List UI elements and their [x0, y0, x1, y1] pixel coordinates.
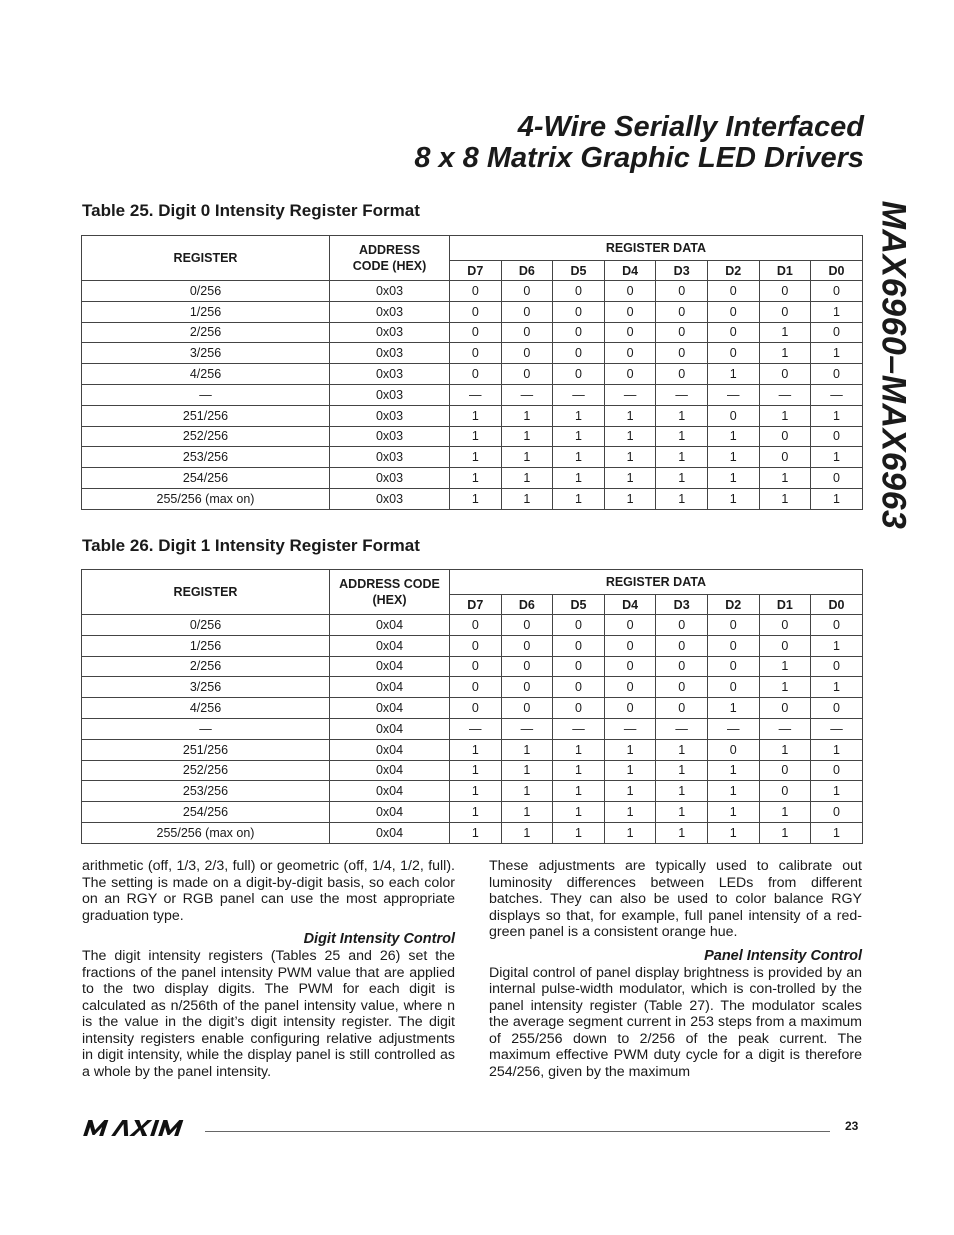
bit-cell: 1: [604, 405, 656, 426]
table-row: [82, 635, 863, 656]
bit-cell: 0: [450, 301, 502, 322]
table-row: [82, 718, 863, 739]
bit-cell: —: [501, 718, 553, 739]
bit-cell: 1: [811, 343, 863, 364]
bit-cell: 0: [759, 281, 811, 302]
bit-cell: 0: [604, 698, 656, 719]
table26-bit-header: D5: [553, 595, 605, 615]
table-row: [82, 322, 863, 343]
bit-cell: 1: [553, 488, 605, 509]
bit-cell: 0: [759, 426, 811, 447]
bit-cell: 0: [450, 343, 502, 364]
register-cell: 3/256: [82, 677, 330, 698]
bit-cell: 0: [811, 364, 863, 385]
bit-cell: —: [759, 384, 811, 405]
table26-header-address: ADDRESS CODE (HEX): [330, 570, 450, 615]
bit-cell: —: [811, 718, 863, 739]
bit-cell: —: [553, 718, 605, 739]
table25-header-address: ADDRESS CODE (HEX): [330, 236, 450, 281]
bit-cell: 0: [656, 364, 708, 385]
register-cell: 2/256: [82, 656, 330, 677]
bit-cell: 0: [604, 281, 656, 302]
bit-cell: 0: [553, 281, 605, 302]
bit-cell: 1: [450, 447, 502, 468]
bit-cell: 1: [604, 781, 656, 802]
address-cell: 0x03: [330, 426, 450, 447]
bit-cell: 1: [450, 468, 502, 489]
table-row: [82, 781, 863, 802]
register-cell: 1/256: [82, 301, 330, 322]
register-cell: 253/256: [82, 781, 330, 802]
bit-cell: 1: [553, 405, 605, 426]
table-row: [82, 301, 863, 322]
bit-cell: 0: [707, 615, 759, 636]
table25-bit-header: D5: [553, 261, 605, 281]
table26-header-register: REGISTER: [82, 570, 330, 615]
bit-cell: 0: [501, 635, 553, 656]
table25-header-register: REGISTER: [82, 236, 330, 281]
bit-cell: 0: [501, 364, 553, 385]
bit-cell: 0: [656, 322, 708, 343]
bit-cell: 0: [450, 615, 502, 636]
bit-cell: 1: [553, 822, 605, 843]
bit-cell: 1: [707, 802, 759, 823]
bit-cell: 1: [604, 739, 656, 760]
bit-cell: 1: [450, 802, 502, 823]
register-cell: 1/256: [82, 635, 330, 656]
table25-header-register-data: REGISTER DATA: [450, 236, 863, 261]
bit-cell: 0: [811, 802, 863, 823]
bit-cell: 1: [656, 488, 708, 509]
register-cell: 254/256: [82, 468, 330, 489]
register-cell: 2/256: [82, 322, 330, 343]
address-cell: 0x04: [330, 822, 450, 843]
address-cell: 0x04: [330, 802, 450, 823]
page-title-line2: 8 x 8 Matrix Graphic LED Drivers: [414, 142, 864, 174]
table-row: [82, 384, 863, 405]
register-cell: 252/256: [82, 426, 330, 447]
side-part-number: MAX6960–MAX6963: [874, 200, 913, 530]
bit-cell: 1: [707, 822, 759, 843]
bit-cell: 1: [553, 781, 605, 802]
table26-bit-header: D2: [707, 595, 759, 615]
bit-cell: 1: [759, 405, 811, 426]
bit-cell: 0: [811, 656, 863, 677]
bit-cell: 0: [450, 677, 502, 698]
address-cell: 0x04: [330, 760, 450, 781]
bit-cell: 1: [553, 760, 605, 781]
bit-cell: 0: [501, 301, 553, 322]
address-cell: 0x03: [330, 343, 450, 364]
bit-cell: 0: [553, 656, 605, 677]
bit-cell: 1: [656, 405, 708, 426]
bit-cell: 1: [501, 447, 553, 468]
bit-cell: 0: [707, 656, 759, 677]
register-cell: 0/256: [82, 615, 330, 636]
table-row: [82, 343, 863, 364]
bit-cell: 1: [759, 822, 811, 843]
bit-cell: 0: [501, 656, 553, 677]
address-cell: 0x03: [330, 364, 450, 385]
bit-cell: 1: [450, 822, 502, 843]
bit-cell: 1: [707, 468, 759, 489]
bit-cell: 0: [656, 343, 708, 364]
bit-cell: 0: [450, 656, 502, 677]
bit-cell: 0: [656, 301, 708, 322]
bit-cell: —: [656, 718, 708, 739]
bit-cell: 0: [604, 615, 656, 636]
table-row: [82, 426, 863, 447]
bit-cell: 1: [553, 802, 605, 823]
bit-cell: 0: [811, 698, 863, 719]
bit-cell: 0: [656, 635, 708, 656]
address-cell: 0x04: [330, 635, 450, 656]
bit-cell: 0: [553, 301, 605, 322]
bit-cell: 1: [450, 760, 502, 781]
bit-cell: 1: [553, 447, 605, 468]
table-row: [82, 802, 863, 823]
bit-cell: 0: [604, 635, 656, 656]
bit-cell: 1: [450, 781, 502, 802]
bit-cell: 1: [811, 822, 863, 843]
table25-bit-header: D7: [450, 261, 502, 281]
bit-cell: —: [707, 384, 759, 405]
table-row: [82, 364, 863, 385]
bit-cell: 0: [553, 677, 605, 698]
table26-bit-header: D3: [656, 595, 708, 615]
table-row: [82, 488, 863, 509]
table26-caption: Table 26. Digit 1 Intensity Register Format: [82, 536, 420, 555]
left-column: [82, 858, 455, 1080]
bit-cell: 1: [501, 822, 553, 843]
bit-cell: 0: [450, 322, 502, 343]
bit-cell: 0: [707, 405, 759, 426]
bit-cell: 1: [759, 677, 811, 698]
table-row: [82, 677, 863, 698]
bit-cell: 1: [450, 488, 502, 509]
table25-body: [82, 281, 863, 510]
table-row: [82, 615, 863, 636]
bit-cell: 1: [604, 426, 656, 447]
register-cell: —: [82, 384, 330, 405]
bit-cell: 0: [759, 364, 811, 385]
bit-cell: 1: [553, 739, 605, 760]
bit-cell: 0: [707, 281, 759, 302]
bit-cell: —: [450, 384, 502, 405]
bit-cell: 1: [811, 739, 863, 760]
bit-cell: 1: [707, 364, 759, 385]
table26-bit-header: D4: [604, 595, 656, 615]
bit-cell: 1: [759, 656, 811, 677]
bit-cell: 0: [707, 635, 759, 656]
bit-cell: 1: [501, 739, 553, 760]
bit-cell: 1: [501, 405, 553, 426]
table26-bit-header: D0: [811, 595, 863, 615]
bit-cell: 1: [811, 677, 863, 698]
bit-cell: 0: [553, 364, 605, 385]
table25-bit-header: D0: [811, 261, 863, 281]
bit-cell: 1: [604, 488, 656, 509]
bit-cell: 1: [656, 426, 708, 447]
bit-cell: 1: [604, 822, 656, 843]
table26-body: [82, 615, 863, 844]
bit-cell: 0: [811, 426, 863, 447]
bit-cell: 0: [450, 281, 502, 302]
page-number: 23: [845, 1119, 859, 1133]
bit-cell: 1: [759, 802, 811, 823]
left-paragraph-1: arithmetic (off, 1/3, 2/3, full) or geometric (off, 1/4, 1/2, full). The setting is made on a digit-by-digit basis, so each color on an RGY or RGB panel can use the most appropriate graduation type.: [82, 858, 455, 924]
bit-cell: 1: [656, 781, 708, 802]
bit-cell: 1: [604, 468, 656, 489]
table25-caption: Table 25. Digit 0 Intensity Register Format: [82, 201, 420, 220]
register-cell: 255/256 (max on): [82, 488, 330, 509]
bit-cell: 0: [604, 656, 656, 677]
register-cell: 251/256: [82, 405, 330, 426]
bit-cell: 1: [450, 739, 502, 760]
table-row: [82, 281, 863, 302]
bit-cell: 1: [759, 322, 811, 343]
bit-cell: 1: [811, 488, 863, 509]
bit-cell: 0: [656, 656, 708, 677]
bit-cell: 1: [501, 760, 553, 781]
address-cell: 0x03: [330, 488, 450, 509]
register-cell: 255/256 (max on): [82, 822, 330, 843]
bit-cell: 0: [604, 677, 656, 698]
register-cell: 254/256: [82, 802, 330, 823]
bit-cell: 0: [707, 301, 759, 322]
bit-cell: 0: [656, 677, 708, 698]
bit-cell: 0: [811, 322, 863, 343]
register-cell: 3/256: [82, 343, 330, 364]
address-cell: 0x04: [330, 677, 450, 698]
maxim-logo-graphic: [83, 1118, 191, 1140]
bit-cell: 0: [707, 677, 759, 698]
address-cell: 0x03: [330, 281, 450, 302]
footer-rule: [205, 1131, 830, 1132]
bit-cell: 0: [501, 322, 553, 343]
bit-cell: 1: [604, 447, 656, 468]
table26-header-register-data: REGISTER DATA: [450, 570, 863, 595]
table-row: [82, 447, 863, 468]
left-paragraph-2: The digit intensity registers (Tables 25 and 26) set the fractions of the panel intensity PWM value that are applied to the two display digits. The PWM for each digit is calculated as n/256th of the panel intensity value, where n is the value in the digit’s digit intensity register. The digit intensity registers enable configuring relative adjustments in digit intensity, while the display panel is still controlled as a whole by the panel intensity.: [82, 948, 455, 1080]
bit-cell: 0: [707, 739, 759, 760]
table25-bit-header: D1: [759, 261, 811, 281]
address-cell: 0x03: [330, 322, 450, 343]
table-row: [82, 822, 863, 843]
bit-cell: 1: [501, 802, 553, 823]
bit-cell: 0: [707, 322, 759, 343]
table-row: [82, 405, 863, 426]
bit-cell: 1: [604, 802, 656, 823]
bit-cell: —: [553, 384, 605, 405]
register-cell: 251/256: [82, 739, 330, 760]
bit-cell: 1: [811, 635, 863, 656]
bit-cell: 1: [656, 739, 708, 760]
address-cell: 0x03: [330, 384, 450, 405]
bit-cell: 0: [553, 615, 605, 636]
table-row: [82, 468, 863, 489]
table-row: [82, 760, 863, 781]
bit-cell: 0: [759, 447, 811, 468]
bit-cell: 1: [501, 426, 553, 447]
address-cell: 0x04: [330, 739, 450, 760]
bit-cell: 1: [759, 488, 811, 509]
bit-cell: 1: [604, 760, 656, 781]
bit-cell: 0: [759, 615, 811, 636]
bit-cell: 1: [707, 447, 759, 468]
bit-cell: 1: [811, 781, 863, 802]
register-cell: 0/256: [82, 281, 330, 302]
bit-cell: —: [450, 718, 502, 739]
bit-cell: 0: [553, 322, 605, 343]
table25: [81, 235, 863, 510]
bit-cell: 1: [501, 488, 553, 509]
bit-cell: 0: [759, 760, 811, 781]
bit-cell: 0: [811, 468, 863, 489]
bit-cell: 0: [501, 677, 553, 698]
table26: [81, 569, 863, 844]
bit-cell: 1: [656, 760, 708, 781]
bit-cell: 0: [707, 343, 759, 364]
bit-cell: 0: [604, 301, 656, 322]
address-cell: 0x03: [330, 468, 450, 489]
bit-cell: —: [656, 384, 708, 405]
bit-cell: 0: [656, 698, 708, 719]
address-cell: 0x04: [330, 718, 450, 739]
bit-cell: 0: [811, 615, 863, 636]
table26-bit-header: D6: [501, 595, 553, 615]
bit-cell: 1: [656, 468, 708, 489]
digit-intensity-heading: Digit Intensity Control: [303, 931, 455, 947]
register-cell: 4/256: [82, 698, 330, 719]
address-cell: 0x03: [330, 301, 450, 322]
bit-cell: 1: [811, 405, 863, 426]
bit-cell: 0: [450, 698, 502, 719]
bit-cell: 1: [656, 447, 708, 468]
bit-cell: 1: [553, 426, 605, 447]
register-cell: 252/256: [82, 760, 330, 781]
table-row: [82, 739, 863, 760]
address-cell: 0x04: [330, 615, 450, 636]
bit-cell: —: [501, 384, 553, 405]
bit-cell: 0: [656, 281, 708, 302]
bit-cell: 1: [501, 781, 553, 802]
bit-cell: 1: [811, 447, 863, 468]
bit-cell: —: [811, 384, 863, 405]
bit-cell: 0: [759, 301, 811, 322]
bit-cell: 1: [707, 488, 759, 509]
register-cell: 4/256: [82, 364, 330, 385]
page-title: [414, 112, 864, 174]
bit-cell: 0: [811, 760, 863, 781]
table25-bit-header: D6: [501, 261, 553, 281]
bit-cell: 1: [656, 802, 708, 823]
address-cell: 0x03: [330, 405, 450, 426]
page-title-line1: 4-Wire Serially Interfaced: [517, 111, 864, 143]
bit-cell: 1: [450, 426, 502, 447]
maxim-logo: [83, 1118, 191, 1145]
bit-cell: 0: [759, 635, 811, 656]
bit-cell: 1: [656, 822, 708, 843]
table26-bit-header: D1: [759, 595, 811, 615]
bit-cell: 0: [604, 322, 656, 343]
bit-cell: 1: [759, 468, 811, 489]
bit-cell: 0: [811, 281, 863, 302]
bit-cell: 0: [501, 615, 553, 636]
bit-cell: —: [759, 718, 811, 739]
bit-cell: 1: [553, 468, 605, 489]
table26-bit-header: D7: [450, 595, 502, 615]
register-cell: —: [82, 718, 330, 739]
table25-bit-header: D4: [604, 261, 656, 281]
bit-cell: 0: [553, 635, 605, 656]
bit-cell: 0: [759, 781, 811, 802]
bit-cell: 0: [450, 635, 502, 656]
bit-cell: 1: [759, 739, 811, 760]
bit-cell: —: [604, 384, 656, 405]
bit-cell: 1: [450, 405, 502, 426]
bit-cell: 1: [707, 426, 759, 447]
bit-cell: 1: [707, 760, 759, 781]
bit-cell: 0: [501, 281, 553, 302]
bit-cell: 0: [501, 343, 553, 364]
panel-intensity-heading: Panel Intensity Control: [704, 947, 862, 964]
bit-cell: 1: [707, 781, 759, 802]
bit-cell: 0: [450, 364, 502, 385]
table25-bit-header: D3: [656, 261, 708, 281]
address-cell: 0x04: [330, 698, 450, 719]
bit-cell: 1: [707, 698, 759, 719]
right-paragraph-1: These adjustments are typically used to calibrate out luminosity differences between LEDs from different batches. They can also be used to color balance RGY displays so that, for example, full panel intensity of a red-green panel is a consistent orange hue.: [489, 858, 862, 940]
table-row: [82, 656, 863, 677]
address-cell: 0x03: [330, 447, 450, 468]
bit-cell: 1: [811, 301, 863, 322]
bit-cell: 0: [553, 698, 605, 719]
bit-cell: 0: [553, 343, 605, 364]
right-paragraph-2: Digital control of panel display brightness is provided by an internal pulse-width modulator, which is con-trolled by the panel intensity register (Table 27). The modulator scales the average segment current in 253 steps from a maximum of 255/256 down to 2/256 of the peak current. The maximum effective PWM duty cycle for a digit is therefore 254/256, given by the maximum: [489, 964, 862, 1080]
bit-cell: —: [604, 718, 656, 739]
table-row: [82, 698, 863, 719]
bit-cell: 0: [759, 698, 811, 719]
address-cell: 0x04: [330, 656, 450, 677]
bit-cell: 1: [759, 343, 811, 364]
register-cell: 253/256: [82, 447, 330, 468]
address-cell: 0x04: [330, 781, 450, 802]
bit-cell: 0: [604, 343, 656, 364]
bit-cell: 0: [656, 615, 708, 636]
bit-cell: 0: [604, 364, 656, 385]
bit-cell: 0: [501, 698, 553, 719]
bit-cell: —: [707, 718, 759, 739]
bit-cell: 1: [501, 468, 553, 489]
right-column: [489, 858, 862, 1080]
table25-bit-header: D2: [707, 261, 759, 281]
